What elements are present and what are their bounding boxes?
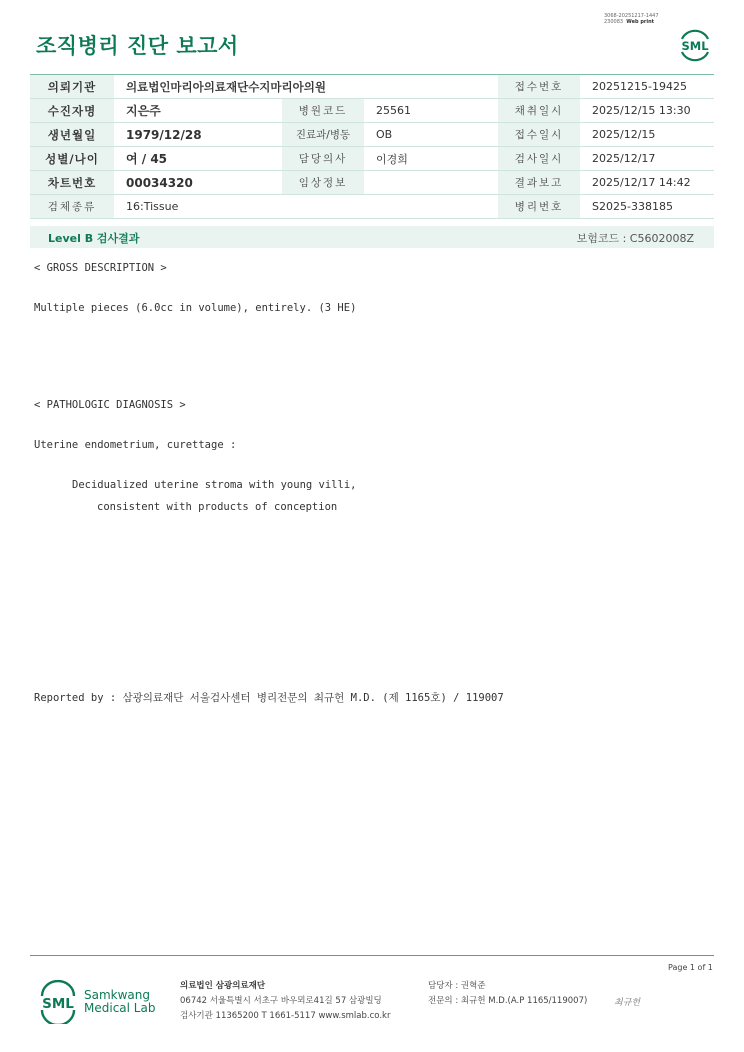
value-report-date: 2025/12/17 14:42 [580, 171, 714, 195]
label-physician: 담당의사 [282, 147, 364, 171]
footer-brand-line2: Medical Lab [84, 1001, 156, 1015]
reported-by: Reported by : 삼광의료재단 서울검사센터 병리전문의 최규헌 M.D. (제 1165호) / 119007 [34, 692, 504, 704]
value-specimen-type: 16:Tissue [114, 195, 498, 219]
sml-footer-logo-text: SML [42, 996, 74, 1012]
footer-staff-manager: 담당자 : 권혁준 [428, 981, 486, 991]
footer-address: 06742 서울특별시 서초구 바우뫼로41길 57 삼광빌딩 [180, 996, 382, 1006]
value-patient-name: 지은주 [114, 99, 282, 123]
gross-description-header: < GROSS DESCRIPTION > [34, 262, 167, 274]
sml-logo-text: SML [681, 39, 709, 53]
label-clinical-info: 임상정보 [282, 171, 364, 195]
label-birthdate: 생년월일 [30, 123, 114, 147]
footer-org-name: 의료법인 삼광의료재단 [180, 981, 266, 991]
diagnosis-line: consistent with products of conception [97, 501, 338, 513]
table-row [30, 195, 714, 219]
sml-footer-logo-icon [36, 980, 80, 1024]
value-clinical-info [364, 171, 498, 195]
label-client: 의뢰기관 [30, 75, 114, 99]
footer-staff-pathologist: 전문의 : 최규헌 M.D.(A.P 1165/119007) [428, 996, 588, 1006]
value-receipt-no: 20251215-19425 [580, 75, 714, 99]
document-code [604, 13, 659, 25]
label-receipt-date: 접수일시 [498, 123, 580, 147]
gross-description-text: Multiple pieces (6.0cc in volume), entirely. (3 HE) [34, 302, 357, 314]
label-chart-no: 차트번호 [30, 171, 114, 195]
label-hospital-code: 병원코드 [282, 99, 364, 123]
document-code-line2: 230083 [604, 19, 624, 25]
sml-logo-icon [676, 26, 714, 62]
value-collection-date: 2025/12/15 13:30 [580, 99, 714, 123]
table-row [30, 171, 714, 195]
table-row [30, 99, 714, 123]
pathologist-signature: 최규헌 [614, 998, 641, 1008]
value-department: OB [364, 123, 498, 147]
label-sex-age: 성별/나이 [30, 147, 114, 171]
value-physician: 이경희 [364, 147, 498, 171]
value-pathology-no: S2025-338185 [580, 195, 714, 219]
pathologic-diagnosis-header: < PATHOLOGIC DIAGNOSIS > [34, 399, 186, 411]
value-receipt-date: 2025/12/15 [580, 123, 714, 147]
label-department: 진료과/병동 [282, 123, 364, 147]
label-patient-name: 수진자명 [30, 99, 114, 123]
footer-brand-line1: Samkwang [84, 988, 150, 1002]
value-test-date: 2025/12/17 [580, 147, 714, 171]
label-report-date: 결과보고 [498, 171, 580, 195]
patient-info-table [30, 74, 714, 219]
web-print-label: Web print [626, 19, 655, 25]
value-birthdate: 1979/12/28 [114, 123, 282, 147]
table-row [30, 147, 714, 171]
footer-brand [84, 989, 155, 1015]
label-specimen-type: 검체종류 [30, 195, 114, 219]
label-pathology-no: 병리번호 [498, 195, 580, 219]
diagnosis-line: Decidualized uterine stroma with young villi, [72, 479, 357, 491]
value-hospital-code: 25561 [364, 99, 498, 123]
document-code-line1: 3068-20251217-1447 [604, 13, 659, 19]
table-row [30, 75, 714, 99]
value-client: 의료법인마리아의료재단수지마리아의원 [114, 75, 498, 99]
footer-organization [180, 979, 390, 1024]
label-collection-date: 채취일시 [498, 99, 580, 123]
diagnosis-line: Uterine endometrium, curettage : [34, 439, 237, 451]
value-sex-age: 여 / 45 [114, 147, 282, 171]
footer-staff [428, 979, 587, 1009]
result-level-label: Level B 검사결과 [48, 232, 140, 245]
table-row [30, 123, 714, 147]
footer-contact: 검사기관 11365200 T 1661-5117 www.smlab.co.kr [180, 1011, 391, 1021]
footer-divider [30, 955, 714, 956]
value-chart-no: 00034320 [114, 171, 282, 195]
insurance-code: 보험코드 : C5602008Z [576, 232, 694, 245]
result-level-bar [30, 226, 714, 248]
label-test-date: 검사일시 [498, 147, 580, 171]
page-number: Page 1 of 1 [668, 963, 713, 972]
page-title: 조직병리 진단 보고서 [36, 34, 239, 58]
label-receipt-no: 접수번호 [498, 75, 580, 99]
